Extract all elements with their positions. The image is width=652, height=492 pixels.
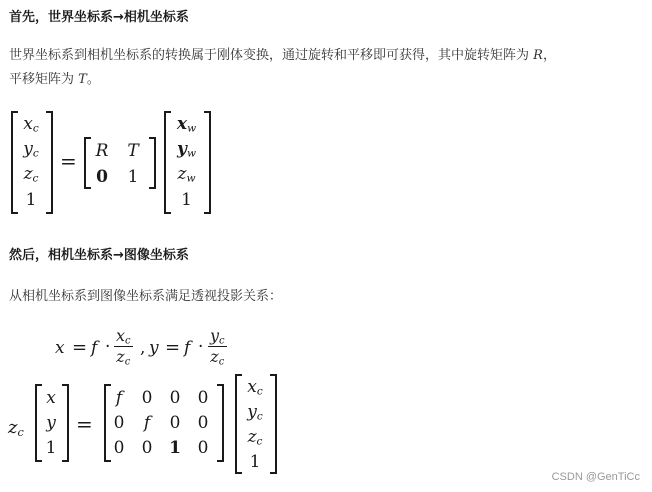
- paragraph-line-1: 世界坐标系到相机坐标系的转换属于刚体变换，通过旋转和平移即可获得，其中旋转矩阵为: [9, 48, 534, 63]
- eq-focal-f: f: [91, 338, 98, 358]
- section-heading-world-to-camera: 首先，世界坐标系→相机坐标系: [9, 10, 189, 25]
- vector-entry: y: [46, 413, 56, 433]
- paragraph-line-1-end: ，: [542, 48, 556, 63]
- matrix-entry: 0: [169, 413, 181, 433]
- eq-equals: =: [72, 337, 88, 358]
- csdn-watermark: CSDN @GenTiCc: [551, 471, 640, 483]
- matrix-entry: 0: [113, 413, 125, 433]
- vector-entry: x: [46, 388, 56, 408]
- matrix-entry: T: [127, 141, 139, 161]
- matrix-entry: 0: [197, 438, 209, 458]
- scale-factor-zc: $z_c$: [8, 417, 24, 439]
- matrix-entry: 1: [169, 438, 181, 458]
- translation-matrix-symbol: T: [78, 72, 87, 87]
- vector-entry: $x_c$: [247, 377, 263, 398]
- vector-entry: $z_c$: [23, 164, 39, 185]
- rotation-matrix-symbol: R: [533, 48, 543, 63]
- matrix-entry: 0: [141, 388, 153, 408]
- eq-dot: ·: [198, 337, 204, 357]
- paragraph-line-2-end: 。: [86, 72, 100, 87]
- eq-y-var: y: [149, 338, 159, 358]
- matrix-entry: R: [95, 141, 109, 161]
- paragraph-line-2: 平移矩阵为: [9, 72, 79, 87]
- eq-comma: ,: [140, 338, 146, 358]
- equals-sign: =: [60, 149, 77, 173]
- matrix-entry: 1: [127, 167, 139, 187]
- fraction-yc-over-zc: $\frac{y_c}{z_c}$: [210, 326, 225, 368]
- vector-entry: $y_c$: [247, 402, 263, 423]
- vector-entry: $z_c$: [247, 427, 263, 448]
- vector-entry: 1: [45, 438, 57, 458]
- matrix-entry: 0: [197, 388, 209, 408]
- matrix-entry: f: [115, 388, 123, 408]
- eq-dot: ·: [105, 337, 111, 357]
- vector-entry: 1: [25, 190, 37, 210]
- equals-sign: =: [76, 412, 93, 436]
- vector-entry: $y_w$: [177, 139, 196, 160]
- fraction-xc-over-zc: $\frac{x_c}{z_c}$: [116, 326, 131, 368]
- section-heading-camera-to-image: 然后，相机坐标系→图像坐标系: [9, 248, 189, 263]
- vector-entry: $y_c$: [23, 139, 39, 160]
- vector-entry: 1: [181, 190, 192, 210]
- paragraph-camera-to-image: 从相机坐标系到图像坐标系满足透视投影关系：: [9, 289, 283, 304]
- matrix-entry: 0: [113, 438, 125, 458]
- vector-entry: $x_c$: [23, 114, 39, 135]
- vector-entry: $z_w$: [177, 164, 196, 185]
- eq-equals: =: [165, 337, 181, 358]
- matrix-entry: 0: [169, 388, 181, 408]
- vector-entry: $x_w$: [176, 114, 197, 135]
- paragraph-world-to-camera: [9, 44, 556, 92]
- matrix-entry: 0: [96, 167, 108, 187]
- matrix-entry: 0: [141, 438, 153, 458]
- matrix-entry: 0: [197, 413, 209, 433]
- vector-entry: 1: [249, 452, 261, 472]
- eq-focal-f: f: [184, 338, 191, 358]
- eq-x-var: x: [55, 338, 65, 358]
- matrix-entry: f: [143, 413, 151, 433]
